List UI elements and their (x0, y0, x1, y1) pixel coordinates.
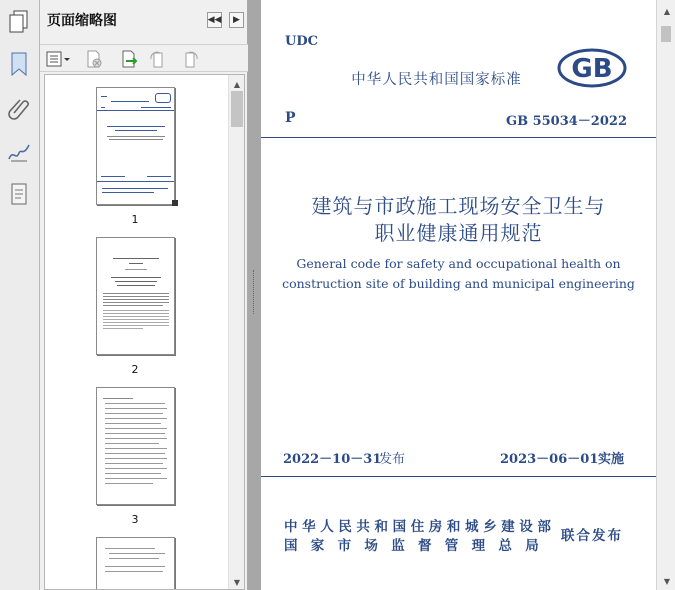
chinese-title-line-1: 建筑与市政施工现场安全卫生与 (311, 194, 606, 218)
rotate-right-icon[interactable] (180, 49, 200, 69)
panel-splitter[interactable] (248, 0, 261, 590)
paperclip-icon[interactable] (5, 94, 33, 122)
thumbnail-page-2[interactable] (96, 237, 175, 355)
chinese-title-line-2: 职业健康通用规范 (374, 221, 543, 245)
expand-panel-button[interactable]: ▶ (229, 12, 244, 28)
layers-icon[interactable] (5, 180, 33, 208)
collapse-panel-button[interactable]: ◀◀ (207, 12, 222, 28)
page-thumbnails-icon[interactable] (5, 8, 33, 36)
thumbnail-page-number: 3 (131, 513, 139, 526)
panel-title: 页面缩略图 (47, 13, 117, 29)
thumbnail-resize-handle[interactable] (172, 200, 178, 206)
scroll-up-icon[interactable]: ▲ (663, 6, 671, 16)
english-title (261, 254, 656, 294)
thumbnail-toolbar (40, 44, 248, 72)
scroll-down-icon[interactable]: ▼ (663, 576, 671, 586)
rotate-left-icon[interactable] (148, 49, 168, 69)
national-standard-title: 中华人民共和国国家标准 (351, 72, 522, 88)
standard-code: GB 55034－2022 (505, 114, 627, 129)
gb-logo-text: GB (571, 54, 613, 84)
english-title-line-1: General code for safety and occupational health on (296, 256, 621, 271)
scroll-down-icon[interactable]: ▼ (233, 577, 241, 587)
navigation-rail (0, 0, 40, 590)
thumbnail-page-1[interactable] (96, 87, 175, 205)
thumbnail-scrollbar[interactable] (228, 75, 244, 590)
thumbnail-page-number: 2 (131, 363, 139, 376)
issue-date: 2022－10－31 (283, 452, 382, 467)
options-menu-icon[interactable] (46, 49, 72, 69)
document-page (261, 0, 656, 590)
gb-logo-icon (557, 48, 627, 88)
publisher-line-2: 国家市场监督管理总局 (284, 538, 552, 554)
issue-label: 发布 (379, 452, 406, 467)
bottom-divider (261, 476, 656, 477)
panel-header (40, 0, 247, 40)
implementation-label: 实施 (598, 452, 625, 467)
bookmark-icon[interactable] (5, 50, 33, 78)
thumbnail-page-number: 1 (131, 213, 139, 226)
p-label: P (285, 110, 296, 126)
document-scroll-thumb[interactable] (661, 26, 671, 42)
signature-icon[interactable] (5, 138, 33, 166)
udc-label: UDC (285, 34, 318, 49)
english-title-line-2: construction site of building and municipal engineering (282, 276, 635, 291)
joint-publish-label: 联合发布 (561, 528, 623, 544)
delete-page-icon[interactable] (84, 49, 104, 69)
thumbnail-list (44, 74, 245, 590)
insert-page-icon[interactable] (118, 49, 140, 69)
publisher-line-1: 中华人民共和国住房和城乡建设部 (284, 519, 556, 535)
thumbnail-panel (40, 0, 248, 590)
thumbnail-page-3[interactable] (96, 387, 175, 505)
implementation-date: 2023－06－01 (500, 452, 599, 467)
chinese-title (261, 193, 656, 247)
document-scrollbar[interactable] (656, 0, 675, 590)
scroll-up-icon[interactable]: ▲ (233, 79, 241, 89)
thumbnail-page-4[interactable] (96, 537, 175, 590)
thumbnail-scroll-thumb[interactable] (231, 91, 243, 127)
top-divider (261, 137, 656, 138)
